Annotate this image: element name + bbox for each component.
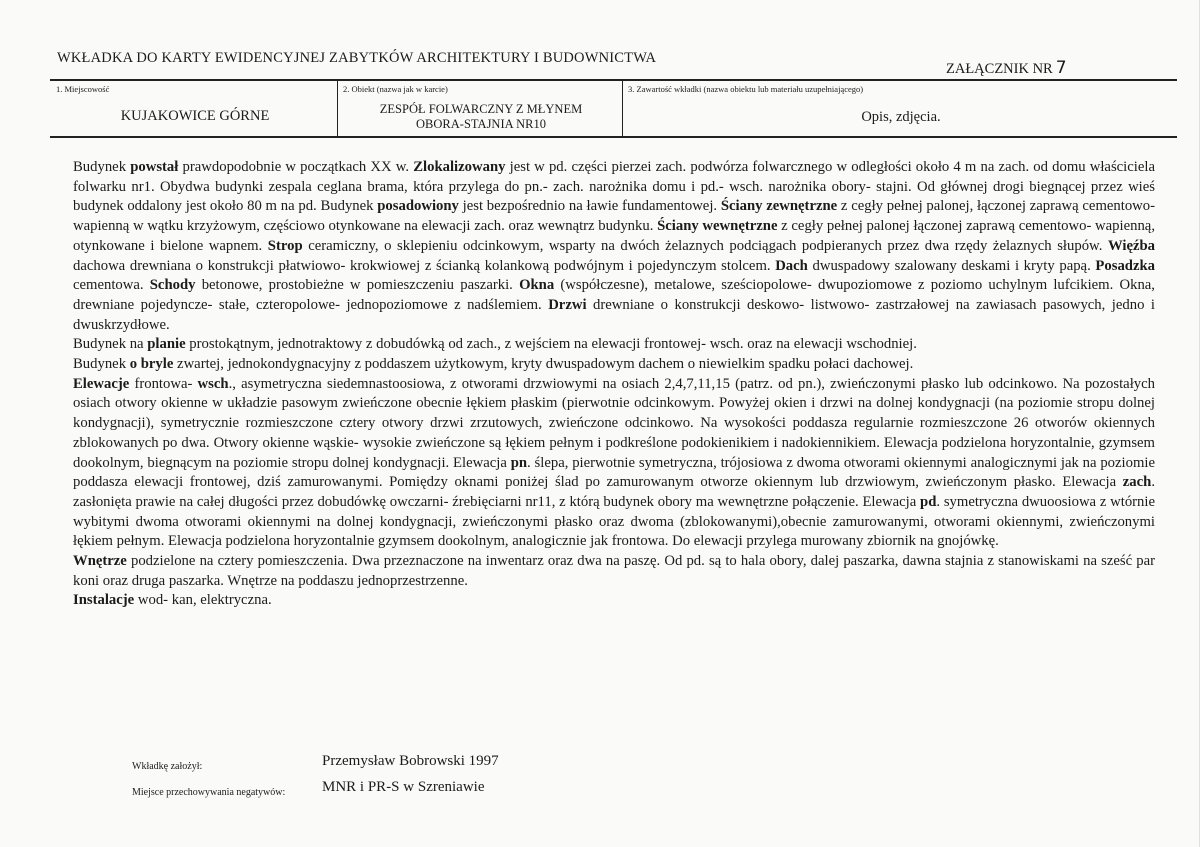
object-label: 2. Obiekt (nazwa jak w karcie): [343, 84, 448, 94]
text-run: . ślepa, pierwotnie symetryczna, trójosiowa z dwoma otworami okiennymi analogicznymi jak na poziomie poddasza elewacji frontowej, dziś zamurowanymi. Pomiędzy oknami poniżej ślad po zamurowanym otworze okiennym lub drzwiowym, zwieńczonym płasko. Elewacja: [73, 454, 1155, 491]
text-run: Budynek na: [73, 336, 148, 353]
cell-divider: [337, 80, 338, 136]
text-run: jest bezpośrednio na ławie fundamentowej.: [458, 198, 721, 215]
paragraph-interior: [73, 552, 1155, 591]
bold-term: Zlokalizowany: [413, 159, 506, 175]
paragraph-elevations: [73, 375, 1155, 552]
location-label: 1. Miejscowość: [56, 84, 110, 94]
text-run: betonowe, prostobieżne w pomieszczeniu paszarki.: [195, 277, 520, 294]
paragraph-form: [73, 355, 1155, 375]
object-value: [340, 102, 622, 132]
object-value-line2: OBORA-STAJNIA NR10: [416, 117, 546, 131]
text-run: z cegły pełnej palonej, łączonej zaprawą cementowo- wapienną w wątku krzyżowym, częściowo otynkowane na elewacji zach. oraz wewnątrz budynku.: [73, 198, 1155, 235]
contents-label: 3. Zawartość wkładki (nazwa obiektu lub materiału uzupełniającego): [628, 84, 864, 94]
storage-value: MNR i PR-S w Szreniawie: [322, 779, 485, 795]
text-run: drewniane o konstrukcji deskowo- listwowo- zastrzałowej na zawiasach pasowych, jedno i dwuskrzydłowe.: [73, 296, 1155, 333]
bold-term: wsch: [197, 375, 229, 392]
text-run: podzielone na cztery pomieszczenia. Dwa przeznaczone na inwentarz oraz dwa na paszę. Od pd. są to hala obory, dalej paszarka, dawna stajnia z stanowiskami na sześć par koni oraz druga paszarka. Wnętrze na poddaszu jednoprzestrzenne.: [73, 553, 1155, 589]
paragraph-installations: [73, 591, 1155, 611]
header-rule-bottom: [50, 136, 1177, 138]
text-run: wod- kan, elektryczna.: [134, 592, 272, 609]
bold-term: pn: [510, 454, 528, 471]
contents-value: Opis, zdjęcia.: [861, 109, 941, 125]
storage-label: Miejsce przechowywania negatywów:: [132, 787, 286, 798]
paragraph-construction: [73, 158, 1155, 335]
text-run: cementowa.: [73, 277, 150, 294]
cell-divider: [622, 80, 623, 136]
header-rule-top: [50, 79, 1177, 81]
bold-term: planie: [147, 336, 186, 353]
text-run: dachowa drewniana o konstrukcji płatwiowo- krokwiowej z ścianką kolankową podwójnym i pojedynczym stolcem.: [73, 257, 776, 274]
annex-label: [946, 58, 1067, 78]
bold-term: zach: [1122, 474, 1152, 491]
bold-term: Ściany zewnętrzne: [720, 198, 838, 215]
text-run: frontowa-: [129, 375, 198, 392]
bold-term: posadowiony: [377, 198, 459, 215]
bold-term: Drzwi: [548, 296, 587, 313]
paragraph-plan: [73, 335, 1155, 355]
text-run: ., asymetryczna siedemnastoosiowa, z otworami drzwiowymi na osiach 2,4,7,11,15 (patrz. od pn.), zwieńczonymi płasko lub odcinkowo. Na pozostałych osiach otwory okienne w układzie pasowym zwieńczone obecnie łękiem płaskim (pierwotnie odcinkowym. Powyżej okien i drzwi na dolnej kondygnacji (na poziomie stropu dolnej kondygnacji), symetrycznie rozmieszczone cztery otwory drzwi zrzutowych, zwieńczone odcinkowo. Na wysokości poddasza regularnie rozmieszczone 26 otworów okiennych zblokowanych po dwa. Otwory okienne wąskie- wysokie zwieńczone są łękiem pełnym i podkreślone podokienikiem i nadokiennikiem. Elewacja podzielona horyzontalnie, gzymsem dookolnym, biegnącym na poziomie stropu dolnej kondygnacji. Elewacja: [73, 375, 1155, 471]
text-run: ceramiczny, o sklepieniu odcinkowym, wsparty na dwóch żelaznych podciągach podpieranych przez dwa rzędy żelaznych słupów.: [302, 237, 1108, 254]
bold-term: Instalacje: [73, 592, 135, 609]
bold-term: Dach: [775, 257, 808, 274]
description-text: [73, 158, 1155, 611]
bold-term: o bryle: [129, 356, 174, 373]
object-value-line1: ZESPÓŁ FOLWARCZNY Z MŁYNEM: [379, 102, 583, 116]
text-run: . symetryczna dwuoosiowa z wtórnie wybitymi dwoma otworami okiennymi na dolnej kondygnacji, zwieńczonymi płasko oraz dwoma (zblokowanymi),obecnie zamurowanymi, otworami okiennymi, zwieńczonymi łękiem pełnym. Elewacja podzielona horyzontalnie gzymsem dookolnym, analogicznie jak frontowa. Do elewacji przylega murowany zbiornik na gnojówkę.: [73, 493, 1156, 550]
text-run: z cegły pełnej palonej łączonej zaprawą cementowo- wapienną, otynkowane i bielone wapnem.: [73, 218, 1155, 254]
bold-term: Posadzka: [1095, 257, 1155, 274]
annex-number: 7: [1055, 58, 1067, 78]
text-run: . zasłonięta prawie na całej długości przez dobudówkę owczarni- źrebięciarni nr11, z którą budynek obory ma wewnętrzne połączenie. Elewacja: [73, 474, 1155, 510]
bold-term: Ściany wewnętrzne: [657, 218, 778, 235]
bold-term: Okna: [519, 277, 555, 294]
author-value: Przemysław Bobrowski 1997: [322, 753, 499, 769]
text-run: Budynek: [73, 159, 131, 175]
bold-term: Elewacje: [73, 375, 130, 392]
bold-term: Więźba: [1107, 237, 1155, 254]
author-label: Wkładkę założył:: [132, 761, 203, 772]
text-run: prawdopodobnie w początkach XX w.: [178, 159, 414, 175]
document-title: WKŁADKA DO KARTY EWIDENCYJNEJ ZABYTKÓW ARCHITEKTURY I BUDOWNICTWA: [57, 50, 657, 66]
text-run: prostokątnym, jednotraktowy z dobudówką od zach., z wejściem na elewacji frontowej- wsch. oraz na elewacji wschodniej.: [185, 336, 917, 353]
bold-term: Schody: [149, 277, 196, 294]
bold-term: Strop: [267, 237, 303, 254]
bold-term: pd: [920, 493, 937, 510]
text-run: jest w pd. części pierzei zach. podwórza folwarcznego w odległości około 4 m na zach. od domu właściciela folwarku nr1. Obydwa budynki zespala ceglana brama, która przylega do pn.- zach. narożnika domu i pd.- wsch. narożnika obory- stajni. Od głównej drogi biegnącej przez wieś budynek oddalony jest około 80 m na pd. Budynek: [73, 159, 1155, 215]
location-value: KUJAKOWICE GÓRNE: [120, 108, 270, 124]
text-run: dwuspadowy szalowany deskami i kryty papą.: [807, 257, 1096, 274]
bold-term: Wnętrze: [73, 553, 127, 570]
text-run: zwartej, jednokondygnacyjny z poddaszem użytkowym, kryty dwuspadowym dachem o niewielkim spadku połaci dachowej.: [173, 356, 914, 373]
bold-term: powstał: [130, 159, 179, 175]
text-run: Budynek: [73, 356, 130, 373]
annex-label-text: ZAŁĄCZNIK NR: [946, 61, 1053, 77]
text-run: (współczesne), metalowe, sześciopolowe- dwupoziomowe z poziomo uchylnym lufcikiem. Okna, drewniane pojedyncze- stałe, czteropolowe- jednopoziomowe z nadślemiem.: [73, 277, 1155, 313]
